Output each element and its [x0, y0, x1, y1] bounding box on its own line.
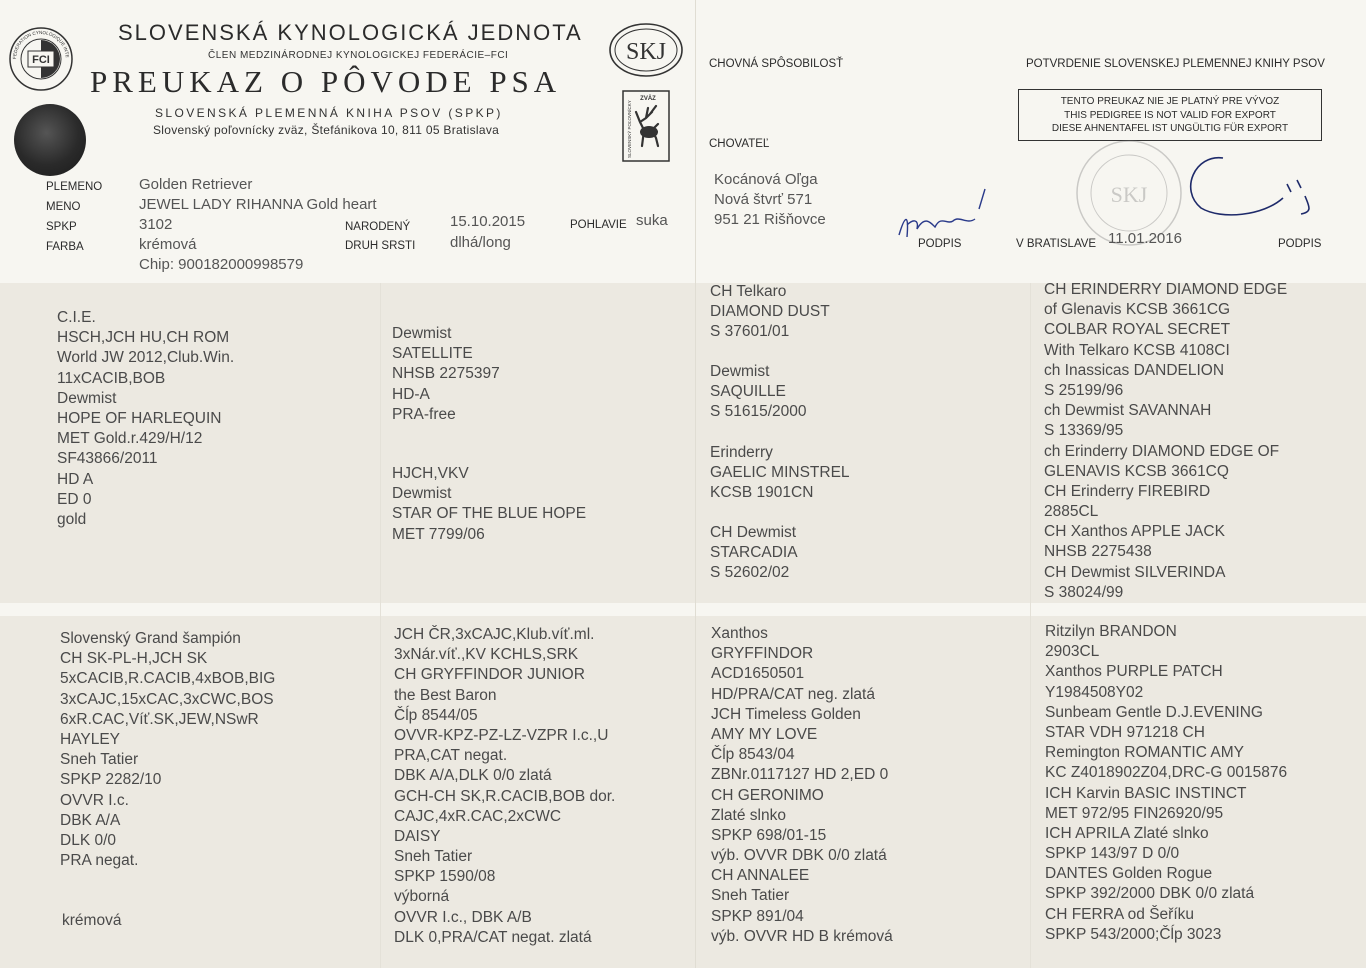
pedigree-line: CH Xanthos APPLE JACK	[1044, 523, 1225, 541]
dam-color: krémová	[62, 912, 122, 929]
dam-block	[60, 629, 275, 871]
pedigree-line: DANTES Golden Rogue	[1045, 865, 1213, 883]
org-name: SLOVENSKÁ KYNOLOGICKÁ JEDNOTA	[118, 20, 583, 45]
spkp-value: 3102	[139, 216, 173, 233]
studbook-line: SLOVENSKÁ PLEMENNÁ KNIHA PSOV (SPKP)	[155, 106, 503, 120]
pedigree-line: 6xR.CAC,Víť.SK,JEW,NSwR	[60, 710, 259, 728]
pedigree-line: Dewmist	[392, 485, 452, 503]
pedigree-line: SPKP 891/04	[711, 907, 804, 925]
confirmation-date: 11.01.2016	[1108, 230, 1182, 247]
pedigree-line: JCH ČR,3xCAJC,Klub.víť.ml.	[394, 626, 595, 643]
sire-block	[57, 308, 234, 530]
doc-title: PREUKAZ O PÔVODE PSA	[90, 64, 562, 99]
pedigree-line: NHSB 2275438	[1044, 543, 1152, 561]
pedigree-line: Sneh Tatier	[60, 751, 139, 769]
pedigree-line: Remington ROMANTIC AMY	[1045, 744, 1244, 762]
breeder-street: Nová štvrť 571	[714, 191, 813, 208]
pedigree-line: STAR VDH 971218 CH	[1045, 723, 1205, 741]
gen4-sire-side	[1044, 280, 1287, 603]
dam-gen4-block	[1045, 622, 1287, 945]
spz-side-text: SLOVENSKÝ POĽOVNÍCKY	[627, 100, 632, 158]
pedigree-line: PRA-free	[392, 405, 456, 423]
pedigree-line: GRYFFINDOR	[711, 645, 814, 663]
born-value: 15.10.2015	[450, 213, 526, 230]
pedigree-line: CH SK-PL-H,JCH SK	[60, 650, 208, 668]
sire-dam-block	[392, 464, 586, 545]
pedigree-line: OVVR I.c., DBK A/B	[394, 908, 532, 926]
pedigree-line: KCSB 1901CN	[710, 484, 814, 502]
breeder-city: 951 21 Rišňovce	[714, 211, 826, 228]
pedigree-line: DAISY	[394, 827, 441, 845]
pedigree-line: OVVR-KPZ-PZ-LZ-VZPR I.c.,U	[394, 726, 609, 744]
coat-label: DRUH SRSTI	[345, 240, 416, 252]
pedigree-line: DBK A/A	[60, 811, 121, 829]
pedigree-line: MET 972/95 FIN26920/95	[1045, 804, 1224, 822]
address-line: Slovenský poľovnícky zväz, Štefánikova 10, 811 05 Bratislava	[153, 123, 500, 137]
pedigree-line: S 13369/95	[1044, 422, 1124, 440]
pedigree-line: CH GERONIMO	[711, 786, 824, 804]
pedigree-line: 2885CL	[1044, 503, 1099, 521]
pedigree-line: CH Erinderry FIREBIRD	[1044, 482, 1211, 500]
color-value: krémová	[139, 236, 197, 253]
pedigree-line: Slovenský Grand šampión	[60, 630, 241, 647]
pedigree-line: SF43866/2011	[57, 450, 158, 468]
skj-logo-text: SKJ	[625, 39, 667, 65]
chip-value: Chip: 900182000998579	[139, 256, 304, 273]
skj-logo	[608, 22, 684, 78]
sex-label: POHLAVIE	[570, 219, 627, 231]
notice-line: TENTO PREUKAZ NIE JE PLATNÝ PRE VÝVOZ	[1060, 96, 1280, 107]
place-label: V BRATISLAVE	[1016, 238, 1097, 250]
pedigree-line: GCH-CH SK,R.CACIB,BOB dor.	[394, 787, 616, 805]
gen3-sire-sire-sire	[710, 282, 830, 343]
pedigree-line: C.I.E.	[57, 309, 96, 326]
pedigree-line: Dewmist	[710, 363, 770, 380]
pedigree-line: OVVR I.c.	[60, 791, 129, 809]
pedigree-line: ch Inassicas DANDELION	[1044, 361, 1225, 379]
pedigree-line: S 37601/01	[710, 323, 790, 341]
pedigree-line: Sneh Tatier	[711, 887, 790, 905]
pedigree-line: World JW 2012,Club.Win.	[57, 349, 235, 367]
breed-label: PLEMENO	[46, 181, 103, 193]
pedigree-line: Y1984508Y02	[1045, 683, 1144, 701]
pedigree-line: SAQUILLE	[710, 383, 786, 401]
name-value: JEWEL LADY RIHANNA Gold heart	[139, 196, 377, 213]
pedigree-line: With Telkaro KCSB 4108CI	[1044, 341, 1230, 359]
pedigree-line: GLENAVIS KCSB 3661CQ	[1044, 462, 1229, 480]
pedigree-line: HOPE OF HARLEQUIN	[57, 409, 222, 427]
official-signature	[1175, 150, 1325, 225]
pedigree-line: HD-A	[392, 385, 430, 403]
born-label: NARODENÝ	[345, 221, 411, 233]
pedigree-line: Xanthos	[711, 625, 768, 642]
pedigree-line: AMY MY LOVE	[711, 725, 818, 743]
sex-value: suka	[636, 212, 668, 229]
pedigree-line: ED 0	[57, 490, 92, 508]
pedigree-line: DBK A/A,DLK 0/0 zlatá	[394, 767, 552, 785]
pedigree-line: HSCH,JCH HU,CH ROM	[57, 329, 230, 347]
pedigree-line: MET Gold.r.429/H/12	[57, 430, 203, 448]
pedigree-line: COLBAR ROYAL SECRET	[1044, 321, 1231, 339]
column-divider	[1030, 283, 1031, 968]
spz-badge-text: ZVÄZ	[640, 96, 656, 102]
spz-badge	[622, 90, 670, 162]
pedigree-line: gold	[57, 510, 87, 528]
pedigree-line: the Best Baron	[394, 686, 497, 704]
pedigree-line: SPKP 1590/08	[394, 868, 496, 886]
pedigree-line: výb. OVVR DBK 0/0 zlatá	[711, 847, 887, 865]
spkp-label: SPKP	[46, 221, 77, 233]
fci-logo-text: FCI	[32, 54, 50, 66]
gen3-sire-sire-dam	[710, 362, 807, 423]
pedigree-line: CH FERRA od Šeříku	[1045, 905, 1195, 923]
pedigree-line: SPKP 392/2000 DBK 0/0 zlatá	[1045, 885, 1255, 903]
sire-sire-block	[392, 324, 500, 425]
notice-line: DIESE AHNENTAFEL IST UNGÜLTIG FÜR EXPORT	[1051, 123, 1289, 134]
pedigree-line: S 25199/96	[1044, 381, 1124, 399]
pedigree-line: JCH Timeless Golden	[711, 705, 861, 723]
pedigree-line: HAYLEY	[60, 730, 121, 748]
pedigree-line: SPKP 543/2000;Čĺp 3023	[1045, 925, 1222, 943]
pedigree-line: GAELIC MINSTREL	[710, 464, 850, 482]
pedigree-line: ch Erinderry DIAMOND EDGE OF	[1044, 442, 1280, 460]
pedigree-line: CH ANNALEE	[711, 867, 810, 885]
column-divider	[380, 283, 381, 968]
breeder-signature-label: PODPIS	[918, 238, 962, 250]
pedigree-line: Zlaté slnko	[711, 806, 786, 824]
pedigree-line: PRA negat.	[60, 852, 139, 870]
pedigree-line: of Glenavis KCSB 3661CG	[1044, 301, 1231, 319]
pedigree-line: Erinderry	[710, 444, 773, 461]
pedigree-line: 11xCACIB,BOB	[57, 369, 166, 387]
gen3-sire-dam-dam	[710, 523, 798, 584]
pedigree-line: STARCADIA	[710, 544, 798, 562]
pedigree-line: 3xNár.víť.,KV KCHLS,SRK	[394, 646, 579, 664]
pedigree-line: 2903CL	[1045, 643, 1100, 661]
pedigree-line: SATELLITE	[392, 345, 473, 363]
pedigree-line: Ritzilyn BRANDON	[1045, 623, 1177, 640]
pedigree-line: S 38024/99	[1044, 583, 1124, 601]
pedigree-line: 5xCACIB,R.CACIB,4xBOB,BIG	[60, 670, 276, 688]
pedigree-line: Sunbeam Gentle D.J.EVENING	[1045, 703, 1263, 721]
breeder-name: Kocánová Oľga	[714, 171, 818, 188]
export-notice	[1018, 89, 1322, 141]
breeder-label: CHOVATEĽ	[709, 138, 770, 150]
pedigree-line: HJCH,VKV	[392, 465, 469, 482]
pedigree-line: CH Telkaro	[710, 283, 787, 300]
coat-value: dlhá/long	[450, 234, 511, 251]
pedigree-line: SPKP 143/97 D 0/0	[1045, 845, 1180, 863]
pedigree-line: ICH Karvin BASIC INSTINCT	[1045, 784, 1247, 802]
pedigree-line: STAR OF THE BLUE HOPE	[392, 505, 587, 523]
pedigree-line: DLK 0/0	[60, 831, 117, 849]
pedigree-line: 3xCAJC,15xCAC,3xCWC,BOS	[60, 690, 274, 708]
pedigree-line: CH ERINDERRY DIAMOND EDGE	[1044, 281, 1288, 298]
member-line: ČLEN MEDZINÁRODNEJ KYNOLOGICKEJ FEDERÁCIE–FCI	[208, 50, 509, 61]
breeder-signature	[895, 185, 1005, 245]
pedigree-line: ACD1650501	[711, 665, 805, 683]
pedigree-line: NHSB 2275397	[392, 365, 500, 383]
pedigree-line: S 51615/2000	[710, 403, 807, 421]
fold-line	[695, 0, 696, 968]
pedigree-line: ICH APRILA Zlaté slnko	[1045, 824, 1209, 842]
confirmation-title: POTVRDENIE SLOVENSKEJ PLEMENNEJ KNIHY PSOV	[1026, 58, 1325, 70]
pedigree-line: výb. OVVR HD B krémová	[711, 927, 893, 945]
stamp-text: SKJ	[1110, 182, 1148, 207]
breed-value: Golden Retriever	[139, 176, 253, 193]
pedigree-line: MET 7799/06	[392, 525, 485, 543]
pedigree-line: CH Dewmist	[710, 524, 797, 541]
fitness-label: CHOVNÁ SPÔSOBILOSŤ	[709, 58, 844, 70]
pedigree-line: Xanthos PURPLE PATCH	[1045, 663, 1223, 681]
color-label: FARBA	[46, 241, 84, 253]
pedigree-line: SPKP 2282/10	[60, 771, 162, 789]
pedigree-line: výborná	[394, 888, 450, 906]
pedigree-line: DLK 0,PRA/CAT negat. zlatá	[394, 928, 592, 946]
notice-line: THIS PEDIGREE IS NOT VALID FOR EXPORT	[1064, 109, 1276, 121]
pedigree-line: Čĺp 8544/05	[394, 706, 478, 724]
pedigree-line: Čĺp 8543/04	[711, 746, 795, 764]
pedigree-line: DIAMOND DUST	[710, 303, 830, 321]
pedigree-line: CH GRYFFINDOR JUNIOR	[394, 666, 585, 684]
name-label: MENO	[46, 201, 81, 213]
pedigree-line: PRA,CAT negat.	[394, 747, 508, 765]
pedigree-line: SPKP 698/01-15	[711, 826, 827, 844]
pedigree-line: Sneh Tatier	[394, 848, 473, 866]
pedigree-line: Dewmist	[392, 325, 452, 342]
pedigree-line: CAJC,4xR.CAC,2xCWC	[394, 807, 562, 825]
gen3-sire-dam-sire	[710, 443, 850, 504]
pedigree-line: S 52602/02	[710, 564, 790, 582]
pedigree-line: CH Dewmist SILVERINDA	[1044, 563, 1226, 581]
dam-gen3-block	[711, 624, 893, 947]
pedigree-line: Dewmist	[57, 389, 117, 407]
seal-icon	[14, 104, 86, 176]
pedigree-line: ch Dewmist SAVANNAH	[1044, 402, 1212, 420]
fci-logo	[8, 26, 74, 92]
pedigree-line: HD/PRA/CAT neg. zlatá	[711, 685, 875, 703]
fci-ring-text: FEDERATION CYNOLOGIQUE INTE	[11, 29, 70, 60]
pedigree-line: KC Z4018902Z04,DRC-G 0015876	[1045, 764, 1288, 782]
pedigree-line: ZBNr.0117127 HD 2,ED 0	[711, 766, 889, 784]
dam-parents-block	[394, 625, 615, 948]
pedigree-line: HD A	[57, 470, 94, 488]
confirmation-signature-label: PODPIS	[1278, 238, 1322, 250]
